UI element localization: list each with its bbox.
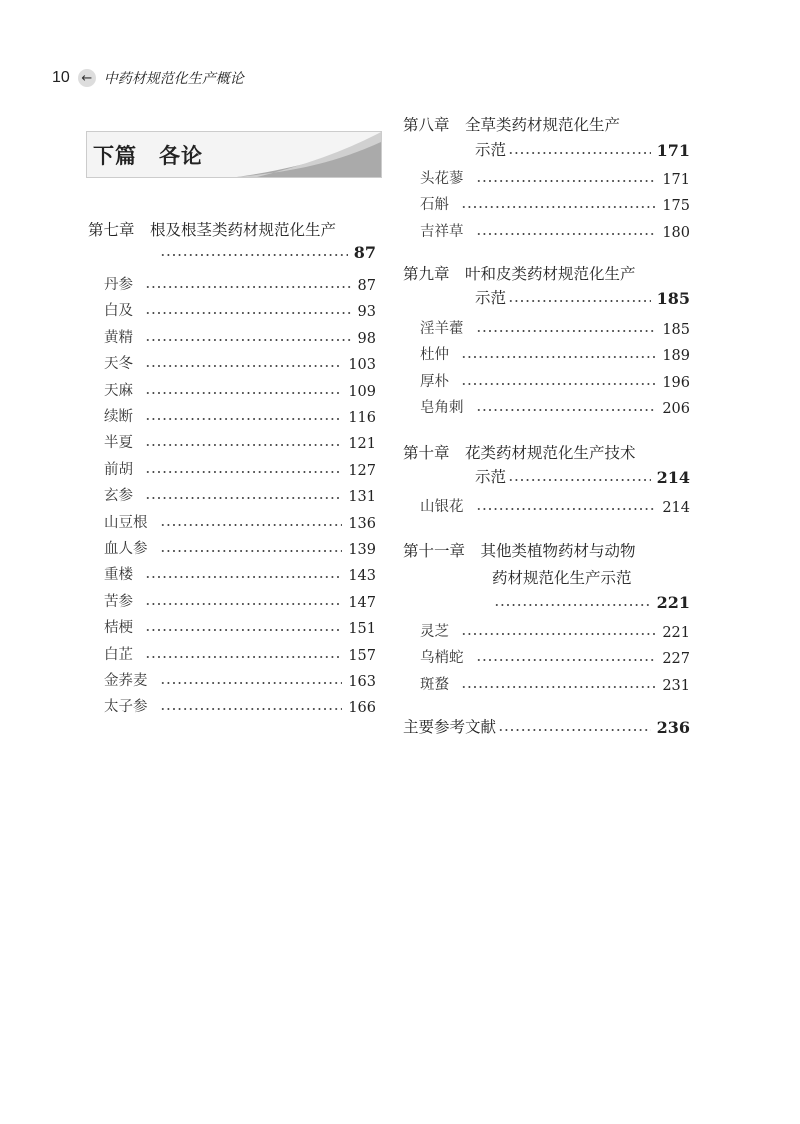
dot-leader [461,632,656,636]
entry-label[interactable]: 苦参 [104,593,133,610]
book-title: 中药材规范化生产概论 [103,71,244,87]
dot-leader [145,470,342,474]
page-number: 10 [52,69,70,86]
toc-entry[interactable] [420,168,690,188]
toc-entry[interactable] [104,300,376,320]
entry-page[interactable]: 227 [662,651,690,668]
toc-entry[interactable] [104,406,376,426]
dot-leader [160,707,343,711]
chapter-title: 第八章 全草类药材规范化生产 [403,116,621,134]
entry-page[interactable]: 151 [348,621,376,638]
entry-label[interactable]: 示范 [475,141,507,159]
dot-leader [461,685,656,689]
dot-leader [508,299,651,303]
entry-label[interactable]: 示范 [475,289,507,307]
chapter-entry[interactable] [492,592,690,612]
entry-label[interactable]: 灵芝 [420,624,449,640]
dot-leader [145,628,342,632]
toc-entry[interactable] [104,432,376,452]
entry-page[interactable]: 175 [662,198,690,215]
chapter-entry[interactable] [403,717,690,737]
entry-label[interactable]: 半夏 [104,435,133,452]
toc-entry[interactable] [420,344,690,364]
dot-leader [461,382,656,386]
dot-leader [160,681,343,685]
entry-page[interactable]: 98 [357,330,376,347]
entry-page[interactable]: 231 [662,677,690,694]
entry-page[interactable]: 127 [348,462,376,479]
dot-leader [145,496,342,500]
toc-entry[interactable] [420,496,690,516]
toc-entry[interactable] [104,274,376,294]
entry-page[interactable]: 147 [348,594,376,611]
toc-entry[interactable] [104,617,376,637]
entry-page[interactable]: 214 [662,500,690,516]
dot-leader [494,603,651,607]
dot-leader [508,151,651,155]
dot-leader [145,285,352,289]
entry-page[interactable]: 171 [656,141,690,160]
dot-leader [476,232,657,236]
entry-label[interactable]: 主要参考文献 [403,718,497,736]
dot-leader [145,338,352,342]
entry-page[interactable]: 103 [348,357,376,374]
toc-entry[interactable] [104,670,376,690]
entry-page[interactable]: 87 [357,278,376,294]
entry-page[interactable]: 221 [656,593,690,612]
chapter-title: 第十章 花类药材规范化生产技术 [403,444,636,462]
dot-leader [508,478,651,482]
entry-page[interactable]: 139 [348,542,376,558]
chapter-title: 第九章 叶和皮类药材规范化生产 [403,265,636,283]
entry-label[interactable]: 丹参 [104,277,133,293]
dot-leader [145,417,342,421]
entry-page[interactable]: 189 [662,348,690,365]
entry-page[interactable]: 143 [348,568,376,585]
entry-label[interactable]: 天冬 [104,356,133,373]
entry-page[interactable]: 236 [656,718,690,737]
entry-label[interactable]: 重楼 [104,567,133,584]
entry-label[interactable]: 桔梗 [104,620,133,637]
entry-label[interactable]: 白芷 [104,646,133,663]
entry-label[interactable]: 前胡 [104,461,133,478]
entry-page[interactable]: 116 [348,410,376,426]
entry-label[interactable]: 续断 [104,409,133,425]
entry-page[interactable]: 196 [662,374,690,391]
chapter-entry[interactable] [158,242,376,262]
entry-page[interactable]: 157 [348,647,376,664]
entry-page[interactable]: 185 [656,289,690,308]
entry-label[interactable]: 头花蓼 [420,171,464,187]
entry-page[interactable]: 109 [348,383,376,400]
toc-entry[interactable] [420,674,690,694]
toc-entry[interactable] [420,371,690,391]
entry-label[interactable]: 天麻 [104,382,133,399]
entry-page[interactable]: 163 [348,674,376,690]
dot-leader [160,253,348,257]
dot-leader [160,523,343,527]
entry-page[interactable]: 171 [662,172,690,188]
dot-leader [461,205,656,209]
toc-entry[interactable] [104,327,376,347]
entry-label[interactable]: 黄精 [104,329,133,346]
dot-leader [145,311,352,315]
toc-entry[interactable] [104,512,376,532]
entry-page[interactable]: 121 [348,436,376,453]
entry-label[interactable]: 玄参 [104,488,133,505]
toc-entry[interactable] [420,397,690,417]
dot-leader [498,728,651,732]
toc-entry[interactable] [420,318,690,338]
entry-label[interactable]: 皂角刺 [420,400,464,417]
part-banner [86,131,382,178]
entry-label[interactable]: 金荞麦 [104,673,148,689]
toc-entry[interactable] [420,647,690,667]
entry-label[interactable]: 示范 [475,468,507,486]
entry-label[interactable]: 白及 [104,303,133,320]
toc-entry[interactable] [104,353,376,373]
chapter-entry[interactable] [475,140,690,160]
back-arrow-icon: ← [78,69,96,87]
entry-label[interactable]: 血人参 [104,541,148,557]
dot-leader [160,549,343,553]
entry-label[interactable]: 吉祥草 [420,223,464,240]
dot-leader [145,443,342,447]
chapter-entry[interactable] [475,467,690,487]
entry-label[interactable]: 石斛 [420,197,449,214]
entry-label[interactable]: 乌梢蛇 [420,650,464,667]
entry-page[interactable]: 221 [662,625,690,641]
toc-entry[interactable] [104,459,376,479]
toc-entry[interactable] [420,621,690,641]
entry-label[interactable]: 斑蝥 [420,676,449,693]
toc-entry[interactable] [104,696,376,716]
entry-page[interactable]: 93 [357,304,376,321]
entry-label[interactable]: 山豆根 [104,514,148,531]
dot-leader [476,658,657,662]
toc-entry[interactable] [104,485,376,505]
entry-page[interactable]: 87 [353,243,376,262]
chapter-title: 第七章 根及根茎类药材规范化生产 [88,221,337,239]
chapter-title: 药材规范化生产示范 [492,569,632,587]
dot-leader [461,355,656,359]
toc-entry[interactable] [104,380,376,400]
dot-leader [145,602,342,606]
dot-leader [476,179,657,183]
dot-leader [476,329,657,333]
running-header [52,68,244,88]
chapter-title: 第十一章 其他类植物药材与动物 [403,542,636,560]
entry-label[interactable]: 淫羊藿 [420,321,464,337]
entry-label[interactable]: 太子参 [104,699,148,716]
entry-label[interactable]: 山银花 [420,499,464,515]
dot-leader [145,364,342,368]
dot-leader [145,391,342,395]
entry-label[interactable]: 杜仲 [420,347,449,364]
entry-page[interactable]: 206 [662,401,690,418]
toc-entry[interactable] [104,538,376,558]
entry-label[interactable]: 厚朴 [420,373,449,390]
toc-entry[interactable] [104,644,376,664]
dot-leader [476,507,657,511]
entry-page[interactable]: 166 [348,700,376,717]
toc-entry[interactable] [104,564,376,584]
dot-leader [476,408,657,412]
entry-page[interactable]: 185 [662,322,690,338]
entry-page[interactable]: 131 [348,489,376,506]
dot-leader [145,575,342,579]
dot-leader [145,655,342,659]
toc-entry[interactable] [420,221,690,241]
toc-entry[interactable] [420,194,690,214]
chapter-entry[interactable] [475,288,690,308]
entry-page[interactable]: 136 [348,515,376,532]
entry-page[interactable]: 180 [662,224,690,241]
part-title: 下篇 各论 [93,143,203,168]
toc-entry[interactable] [104,591,376,611]
entry-page[interactable]: 214 [656,468,690,487]
